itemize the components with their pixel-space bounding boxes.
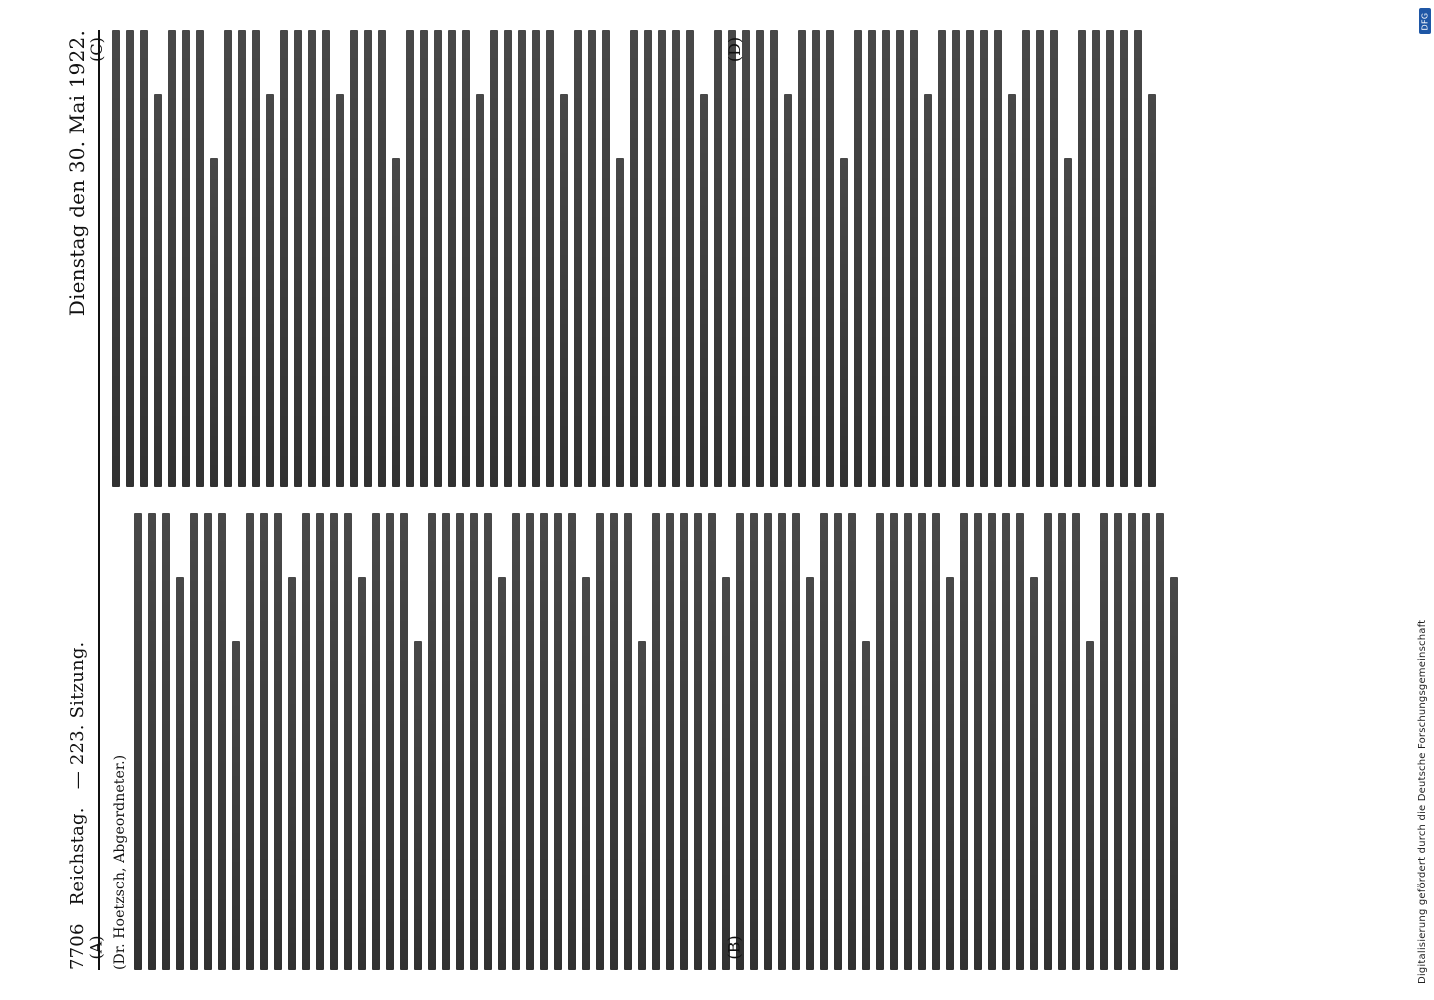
text-line xyxy=(854,30,862,487)
text-line xyxy=(428,513,436,970)
text-line xyxy=(848,513,856,970)
text-line xyxy=(358,577,366,970)
text-line xyxy=(316,513,324,970)
text-line xyxy=(890,513,898,970)
text-line xyxy=(1092,30,1100,487)
text-line xyxy=(456,513,464,970)
running-head xyxy=(60,30,94,970)
text-line xyxy=(546,30,554,487)
text-line xyxy=(582,577,590,970)
text-line xyxy=(994,30,1002,487)
left-column xyxy=(112,513,1370,970)
parliament-name: Reichstag. xyxy=(66,807,88,906)
text-line xyxy=(434,30,442,487)
text-line xyxy=(694,513,702,970)
text-line xyxy=(154,94,162,487)
text-line xyxy=(1036,30,1044,487)
digitalization-credit xyxy=(1417,16,1433,984)
text-line xyxy=(218,513,226,970)
text-line xyxy=(350,30,358,487)
text-line xyxy=(414,641,422,970)
text-line xyxy=(1148,94,1156,487)
text-line xyxy=(540,513,548,970)
text-line xyxy=(336,94,344,487)
text-line xyxy=(288,577,296,970)
text-line xyxy=(596,513,604,970)
text-line xyxy=(602,30,610,487)
text-line xyxy=(274,513,282,970)
text-line xyxy=(728,30,736,487)
text-line xyxy=(918,513,926,970)
right-column-text-lines xyxy=(112,30,1370,487)
text-line xyxy=(700,94,708,487)
text-line xyxy=(252,30,260,487)
text-line xyxy=(498,577,506,970)
text-line xyxy=(462,30,470,487)
text-line xyxy=(1008,94,1016,487)
text-line xyxy=(204,513,212,970)
text-line xyxy=(364,30,372,487)
text-line xyxy=(392,158,400,487)
text-line xyxy=(638,641,646,970)
text-line xyxy=(750,513,758,970)
text-line xyxy=(518,30,526,487)
text-line xyxy=(742,30,750,487)
text-line xyxy=(176,577,184,970)
session-number: — 223. Sitzung. xyxy=(66,641,88,790)
text-line xyxy=(1022,30,1030,487)
text-line xyxy=(554,513,562,970)
text-line xyxy=(826,30,834,487)
text-line xyxy=(588,30,596,487)
text-line xyxy=(302,513,310,970)
text-line xyxy=(344,513,352,970)
text-line xyxy=(882,30,890,487)
text-line xyxy=(974,513,982,970)
text-line xyxy=(526,513,534,970)
text-line xyxy=(1030,577,1038,970)
text-line xyxy=(722,577,730,970)
text-line xyxy=(896,30,904,487)
text-line xyxy=(330,513,338,970)
text-line xyxy=(630,30,638,487)
text-line xyxy=(686,30,694,487)
text-line xyxy=(504,30,512,487)
text-line xyxy=(960,513,968,970)
text-line xyxy=(280,30,288,487)
margin-marker-c: (C) xyxy=(86,37,106,62)
speaker-label: (Dr. Hoetzsch, Abgeordneter.) xyxy=(112,754,128,970)
text-line xyxy=(238,30,246,487)
text-line xyxy=(980,30,988,487)
text-line xyxy=(1086,641,1094,970)
text-line xyxy=(112,30,120,487)
text-line xyxy=(442,513,450,970)
text-line xyxy=(400,513,408,970)
text-line xyxy=(568,513,576,970)
margin-marker-d: (D) xyxy=(725,36,745,63)
text-line xyxy=(644,30,652,487)
text-line xyxy=(1142,513,1150,970)
text-line xyxy=(308,30,316,487)
text-line xyxy=(378,30,386,487)
text-line xyxy=(1050,30,1058,487)
text-line xyxy=(952,30,960,487)
text-line xyxy=(490,30,498,487)
text-line xyxy=(1078,30,1086,487)
header-rule xyxy=(98,30,100,970)
text-line xyxy=(1156,513,1164,970)
text-line xyxy=(666,513,674,970)
text-line xyxy=(708,513,716,970)
credit-text: Digitalisierung gefördert durch die Deutsche Forschungsgemeinschaft xyxy=(1417,619,1428,984)
text-line xyxy=(840,158,848,487)
text-line xyxy=(1016,513,1024,970)
text-line xyxy=(1114,513,1122,970)
left-column-text-lines xyxy=(134,513,1370,970)
text-line xyxy=(190,513,198,970)
text-line xyxy=(778,513,786,970)
session-date: Dienstag den 30. Mai 1922. xyxy=(65,30,89,317)
text-line xyxy=(924,94,932,487)
text-line xyxy=(322,30,330,487)
text-line xyxy=(1002,513,1010,970)
text-line xyxy=(182,30,190,487)
text-line xyxy=(988,513,996,970)
text-line xyxy=(484,513,492,970)
text-line xyxy=(652,513,660,970)
text-line xyxy=(476,94,484,487)
right-column xyxy=(112,30,1370,487)
text-line xyxy=(140,30,148,487)
text-line xyxy=(168,30,176,487)
text-line xyxy=(420,30,428,487)
text-line xyxy=(162,513,170,970)
text-line xyxy=(260,513,268,970)
text-line xyxy=(610,513,618,970)
text-line xyxy=(1106,30,1114,487)
text-line xyxy=(868,30,876,487)
text-line xyxy=(1072,513,1080,970)
text-line xyxy=(834,513,842,970)
text-line xyxy=(560,94,568,487)
text-line xyxy=(806,577,814,970)
text-line xyxy=(756,30,764,487)
text-line xyxy=(792,513,800,970)
text-line xyxy=(624,513,632,970)
text-line xyxy=(1120,30,1128,487)
text-line xyxy=(512,513,520,970)
text-line xyxy=(210,158,218,487)
text-line xyxy=(736,513,744,970)
text-line xyxy=(574,30,582,487)
text-line xyxy=(532,30,540,487)
text-line xyxy=(820,513,828,970)
text-line xyxy=(812,30,820,487)
text-line xyxy=(470,513,478,970)
text-line xyxy=(938,30,946,487)
text-line xyxy=(714,30,722,487)
text-line xyxy=(1044,513,1052,970)
text-line xyxy=(148,513,156,970)
text-line xyxy=(616,158,624,487)
text-line xyxy=(246,513,254,970)
text-columns xyxy=(112,30,1370,970)
text-line xyxy=(1058,513,1066,970)
text-line xyxy=(224,30,232,487)
dfg-badge-label: DFG xyxy=(1420,12,1430,30)
margin-marker-a: (A) xyxy=(86,935,106,960)
text-line xyxy=(1100,513,1108,970)
text-line xyxy=(966,30,974,487)
text-line xyxy=(196,30,204,487)
text-line xyxy=(1064,158,1072,487)
text-line xyxy=(232,641,240,970)
text-line xyxy=(784,94,792,487)
text-line xyxy=(946,577,954,970)
text-line xyxy=(876,513,884,970)
text-line xyxy=(134,513,142,970)
text-line xyxy=(862,641,870,970)
text-line xyxy=(932,513,940,970)
text-line xyxy=(266,94,274,487)
text-line xyxy=(1128,513,1136,970)
text-line xyxy=(672,30,680,487)
text-line xyxy=(770,30,778,487)
text-line xyxy=(904,513,912,970)
text-line xyxy=(406,30,414,487)
text-line xyxy=(798,30,806,487)
text-line xyxy=(372,513,380,970)
text-line xyxy=(448,30,456,487)
text-line xyxy=(386,513,394,970)
text-line xyxy=(1170,577,1178,970)
margin-marker-b: (B) xyxy=(724,935,744,960)
text-line xyxy=(764,513,772,970)
text-line xyxy=(680,513,688,970)
rotated-page-content xyxy=(60,30,1370,970)
text-line xyxy=(910,30,918,487)
text-line xyxy=(658,30,666,487)
text-line xyxy=(1134,30,1142,487)
text-line xyxy=(294,30,302,487)
text-line xyxy=(126,30,134,487)
running-head-left xyxy=(67,642,88,970)
page-number: 7706 xyxy=(66,923,88,970)
